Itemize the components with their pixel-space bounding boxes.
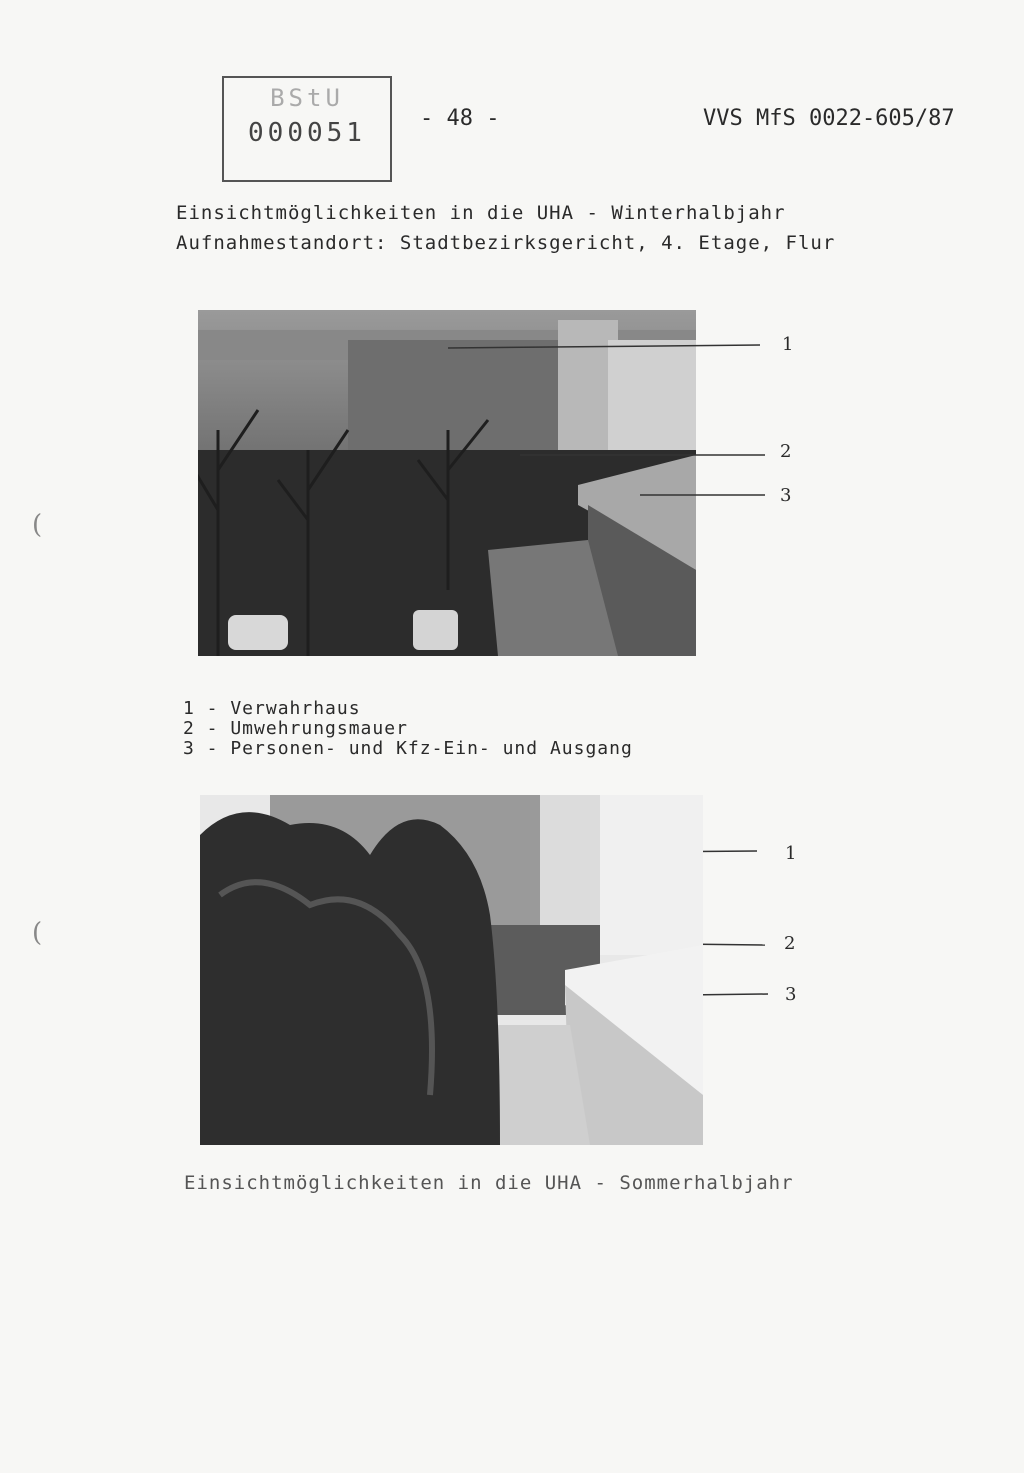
punch-hole-mark: ( xyxy=(32,918,43,948)
label-3-summer: 3 xyxy=(785,984,797,1005)
photo-summer xyxy=(200,795,703,1145)
label-2-summer: 2 xyxy=(784,933,796,954)
label-1-summer: 1 xyxy=(785,843,797,864)
page-number: - 48 - xyxy=(420,106,500,131)
photo-summer-image xyxy=(200,795,703,1145)
label-2-winter: 2 xyxy=(780,441,792,462)
label-1-winter: 1 xyxy=(782,334,794,355)
legend-item: 2 - Umwehrungsmauer xyxy=(183,718,408,739)
document-reference: VVS MfS 0022-605/87 xyxy=(703,106,955,131)
caption-summer-title: Einsichtmöglichkeiten in die UHA - Sommerhalbjahr xyxy=(184,1172,794,1194)
label-3-winter: 3 xyxy=(780,485,792,506)
legend-item: 3 - Personen- und Kfz-Ein- und Ausgang xyxy=(183,738,633,759)
punch-hole-mark: ( xyxy=(32,510,43,540)
stamp-number: 000051 xyxy=(248,118,366,148)
stamp-label: BStU xyxy=(270,84,344,112)
legend-item: 1 - Verwahrhaus xyxy=(183,698,361,719)
caption-winter-title: Einsichtmöglichkeiten in die UHA - Winterhalbjahr xyxy=(176,202,786,224)
caption-location: Aufnahmestandort: Stadtbezirksgericht, 4. Etage, Flur xyxy=(176,232,836,254)
